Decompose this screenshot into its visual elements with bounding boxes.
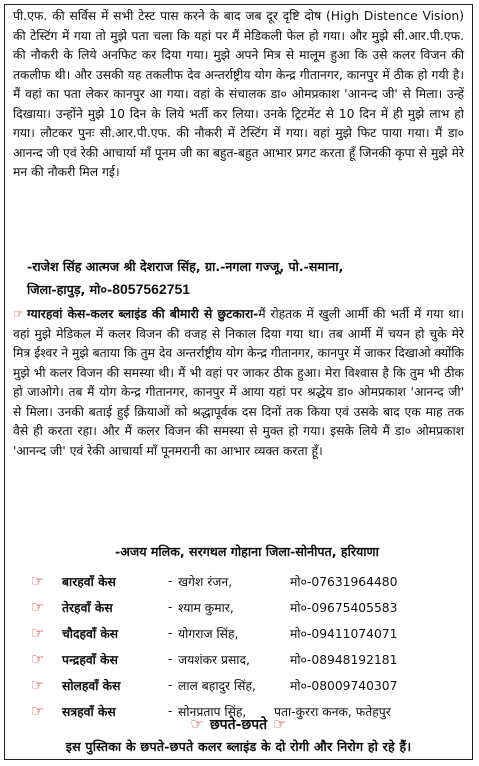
- story1-signature-address: जिला-हापुड़, मो०-: [27, 282, 113, 297]
- pointing-hand-icon: ☞: [31, 624, 45, 642]
- case-separator: -: [168, 626, 173, 640]
- chhapte-heading: [5, 715, 472, 734]
- case-separator: -: [168, 652, 173, 666]
- case-separator: -: [168, 704, 173, 718]
- pointing-hand-icon: ☞: [31, 598, 45, 616]
- story1-signature-line2: [27, 279, 190, 300]
- list-item: [31, 568, 471, 594]
- case-list: [31, 568, 471, 724]
- pointing-hand-icon: ☞: [273, 715, 287, 733]
- case-contact: मो०-08948192181: [290, 652, 398, 667]
- pointing-hand-icon: ☞: [31, 676, 45, 694]
- case-title: सोलहवाँ केस: [62, 678, 121, 693]
- case-title: सत्रहवाँ केस: [62, 704, 116, 719]
- case-person-name: श्याम कुमार,: [178, 600, 234, 615]
- case-contact: मो०-08009740307: [290, 678, 398, 693]
- story2-heading: ग्यारहवां केस-कलर ब्लाइंड की बीमारी से छुटकारा-: [27, 307, 259, 321]
- case-title: तेरहवाँ केस: [62, 600, 113, 615]
- list-item: [31, 672, 471, 698]
- pointing-hand-icon: ☞: [31, 572, 45, 590]
- case-title: चौदहवाँ केस: [62, 626, 119, 641]
- case-person-name: जयशंकर प्रसाद,: [178, 652, 250, 667]
- story1-paragraph: पी.एफ. की सर्विस में सभी टेस्ट पास करने के बाद जब दूर दृष्टि दोष (High Distence Vision) की टेस्टिंग में गया तो मुझे पता चला कि यहां पर मैं मेडिकली फेल हो गया। और मुझे सी.आर.पी.एफ. की नौकरी के लिये अनफिट कर दिया गया। मुझे अपने मित्र से मालूम हुआ कि उसे कलर विजन की तकलीफ थी। और उसकी यह तकलीफ देव अन्तर्राष्ट्रीय योग केन्द्र गीतानगर, कानपुर में ठीक हो गयी है। मैं वहां का पता लेकर कानपुर आ गया। वहां के संचालक डा० ओमप्रकाश 'आनन्द जी' से मिला। उन्हें दिखाया। उन्होंने मुझे 10 दिन के लिये भर्ती कर लिया। उनके ट्रिटमेंट से 10 दिन में ही मुझे लाभ हो गया। लौटकर पुनः सी.आर.पी.एफ. की नौकरी में टेस्टिंग में गया। वहां मुझे फिट पाया गया। मैं डा० आनन्द जी एवं रेकी आचार्या माँ पूनम जी का बहुत-बहुत आभार प्रगट करता हूँ जिनकी कृपा से मुझे मेरे मन की नौकरी मिल गई।: [13, 9, 464, 179]
- story1-signature-phone: 8057562751: [112, 281, 191, 297]
- case-title: पन्द्रहवाँ केस: [62, 652, 118, 667]
- case-contact: मो०-09411074071: [290, 626, 398, 641]
- list-item: [31, 620, 471, 646]
- pointing-hand-icon: ☞: [31, 650, 45, 668]
- story2-paragraph: [13, 305, 464, 461]
- story1-signature-line1: -राजेश सिंह आत्मज श्री देशराज सिंह, ग्रा.-नगला गज्जू, पो.-समाना,: [27, 259, 344, 274]
- case-title: बारहवाँ केस: [62, 574, 116, 589]
- case-separator: -: [168, 678, 173, 692]
- case-separator: -: [168, 600, 173, 614]
- case-contact: मो०-09675405583: [290, 600, 398, 615]
- pointing-hand-icon: ☞: [13, 307, 25, 321]
- page-frame: [4, 4, 473, 760]
- case-contact: पता-कुररा कनक, फतेहपुर: [274, 704, 391, 719]
- pointing-hand-icon: ☞: [190, 715, 204, 733]
- story2-signature: -अजय मलिक, सरगथल गोहाना जिला-सोनीपत, हरियाणा: [115, 544, 379, 559]
- list-item: [31, 594, 471, 620]
- case-person-name: लाल बहादुर सिंह,: [178, 678, 256, 693]
- chhapte-label: छपते-छपते: [209, 717, 268, 733]
- case-contact: मो०-07631964480: [290, 574, 398, 589]
- pointing-hand-icon: ☞: [31, 702, 45, 720]
- case-person-name: खगेश रंजन,: [178, 574, 233, 589]
- story2-text: मैं रोहतक में खुली आर्मी की भर्ती में गया था। वहां मुझे मेडिकल में कलर विजन की वजह से निकाल दिया गया था। तब आर्मी में चयन हो चुके मेरे मित्र ईश्वर ने मुझे बताया कि तुम देव अन्तर्राष्ट्रीय योग केन्द्र गीतानगर, कानपुर में जाकर दिखाओ क्योंकि मुझे भी कलर विजन की समस्या थी। मैं भी वहां पर जाकर ठीक हुआ। मेरा विश्वास है कि तुम भी ठीक हो जाओगे। तब मैं योग केन्द्र गीतानगर, कानपुर में आया यहां पर श्रद्धेय डा० ओमप्रकाश 'आनन्द जी' से मिला। उनकी बताई हुई क्रियाओं को श्रद्धापूर्वक दस दिनों तक किया एवं उसके बाद एक माह तक वैसे ही करता रहा। और मैं कलर विजन की समस्या से मुक्त हो गया। इसके लिये मैं डा० ओमप्रकाश 'आनन्द जी' एवं रेकी आचार्या माँ पूनमरानी का आभार व्यक्त करता हूँ।: [13, 307, 464, 458]
- case-separator: -: [168, 574, 173, 588]
- footer-note: इस पुस्तिका के छपते-छपते कलर ब्लाइंड के दो रोगी और निरोग हो रहे हैं।: [65, 739, 412, 754]
- case-person-name: सोनप्रताप सिंह,: [178, 704, 247, 719]
- list-item: [31, 646, 471, 672]
- case-person-name: योगराज सिंह,: [178, 626, 239, 641]
